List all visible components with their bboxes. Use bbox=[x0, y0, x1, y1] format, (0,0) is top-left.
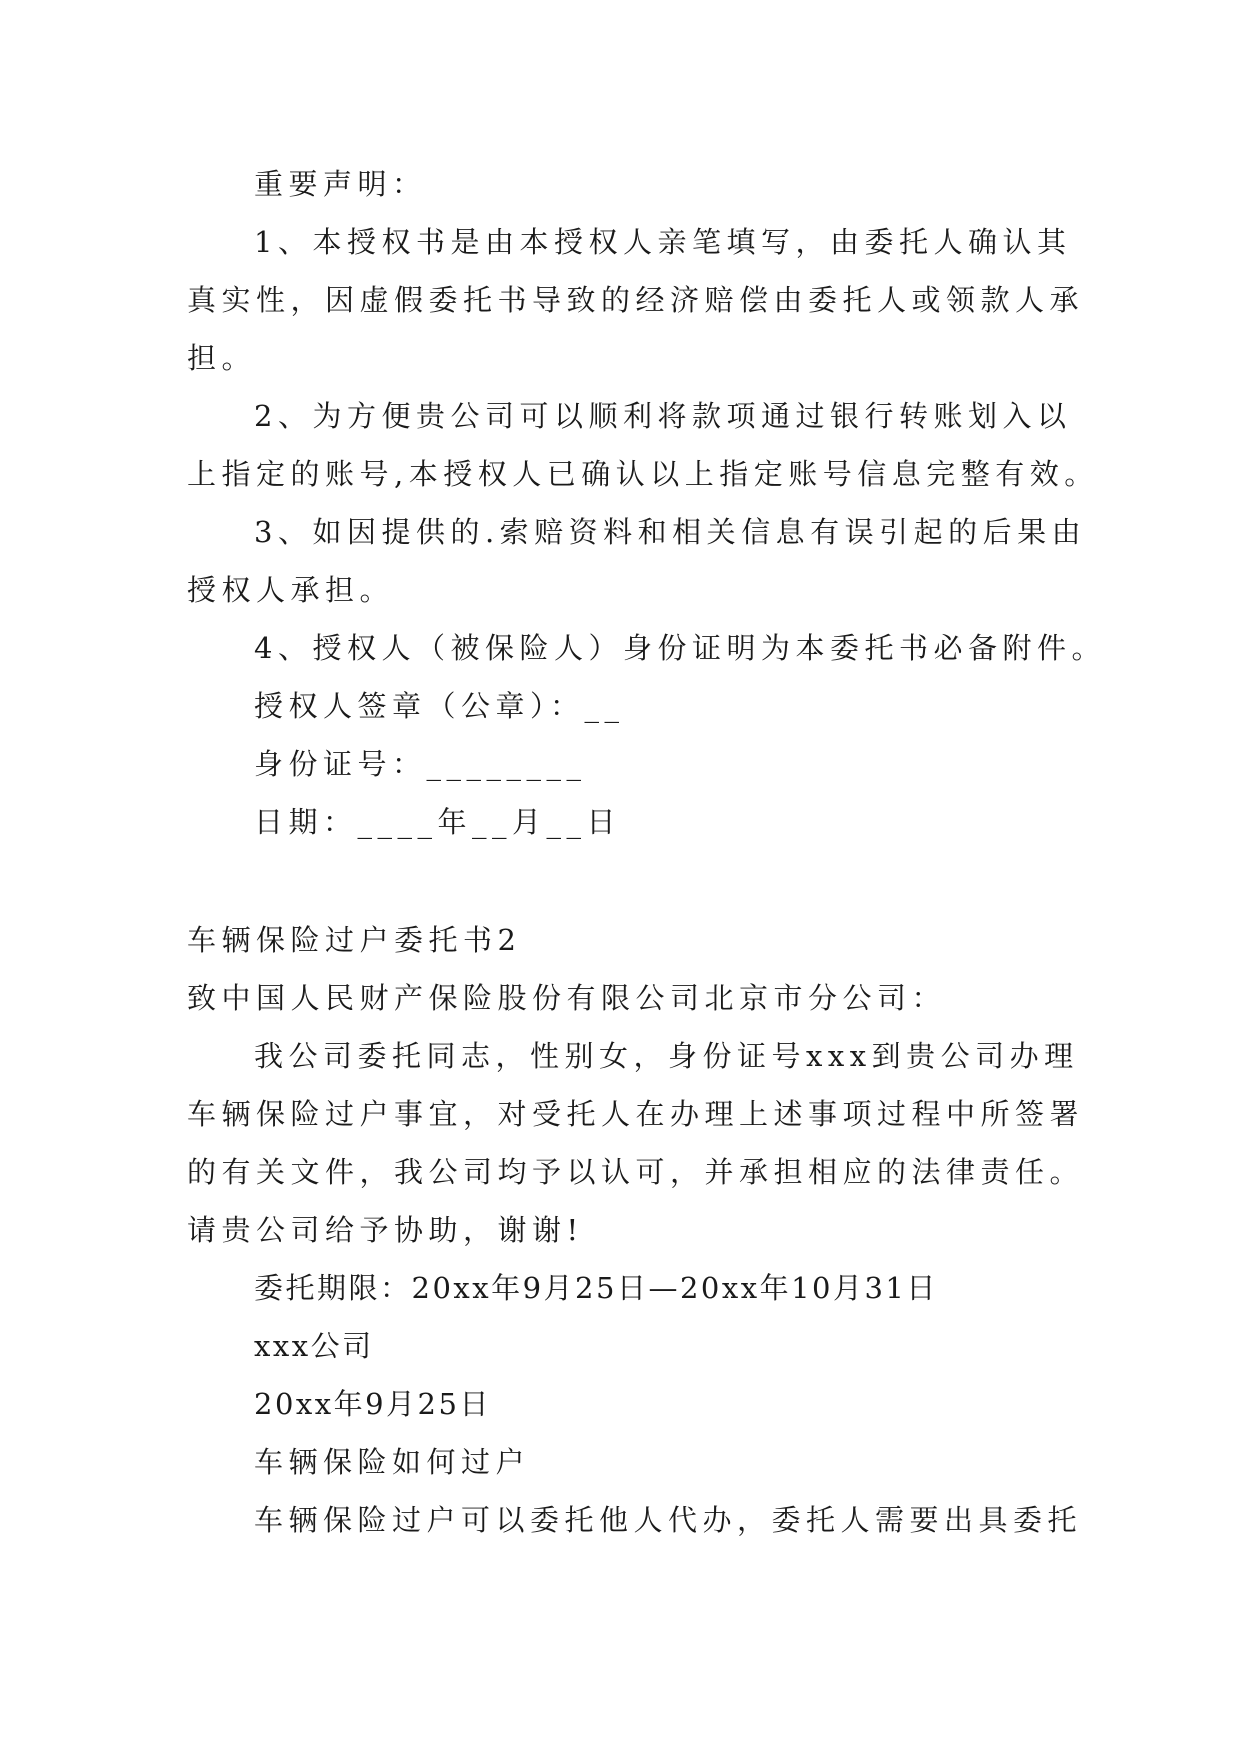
notice-item-1-line-2: 真实性，因虚假委托书导致的经济赔偿由委托人或领款人承 bbox=[187, 283, 1085, 317]
company-signature-line: xxx公司 bbox=[254, 1329, 374, 1363]
important-notice-heading: 重要声明： bbox=[254, 167, 427, 201]
signature-field-line: 授权人签章（公章）：__ bbox=[254, 689, 625, 723]
notice-item-1-line-3: 担。 bbox=[187, 341, 257, 375]
entrust-period-line: 委托期限：20xx年9月25日—20xx年10月31日 bbox=[254, 1271, 938, 1305]
letter-date-line: 20xx年9月25日 bbox=[254, 1387, 491, 1421]
date-field-line: 日期：____年__月__日 bbox=[254, 805, 622, 839]
notice-item-3-line-2: 授权人承担。 bbox=[187, 573, 395, 607]
id-number-field-line: 身份证号：________ bbox=[254, 747, 587, 781]
letter-body-line-3: 的有关文件，我公司均予以认可，并承担相应的法律责任。 bbox=[187, 1155, 1085, 1189]
letter-addressee: 致中国人民财产保险股份有限公司北京市分公司： bbox=[187, 981, 947, 1015]
letter-body-line-4: 请贵公司给予协助，谢谢! bbox=[187, 1213, 584, 1247]
subsection-heading: 车辆保险如何过户 bbox=[254, 1445, 531, 1479]
section-title: 车辆保险过户委托书2 bbox=[187, 923, 522, 957]
letter-body-line-2: 车辆保险过户事宜，对受托人在办理上述事项过程中所签署 bbox=[187, 1097, 1085, 1131]
letter-body-line-1: 我公司委托同志，性别女，身份证号xxx到贵公司办理 bbox=[254, 1039, 1079, 1073]
notice-item-2-line-2: 上指定的账号,本授权人已确认以上指定账号信息完整有效。 bbox=[187, 457, 1099, 491]
subsection-body-line-1: 车辆保险过户可以委托他人代办，委托人需要出具委托 bbox=[254, 1503, 1083, 1537]
notice-item-2-line-1: 2、为方便贵公司可以顺利将款项通过银行转账划入以 bbox=[254, 399, 1072, 433]
notice-item-3-line-1: 3、如因提供的.索赔资料和相关信息有误引起的后果由 bbox=[254, 515, 1087, 549]
notice-item-4: 4、授权人（被保险人）身份证明为本委托书必备附件。 bbox=[254, 631, 1106, 665]
notice-item-1-line-1: 1、本授权书是由本授权人亲笔填写，由委托人确认其 bbox=[254, 225, 1072, 259]
